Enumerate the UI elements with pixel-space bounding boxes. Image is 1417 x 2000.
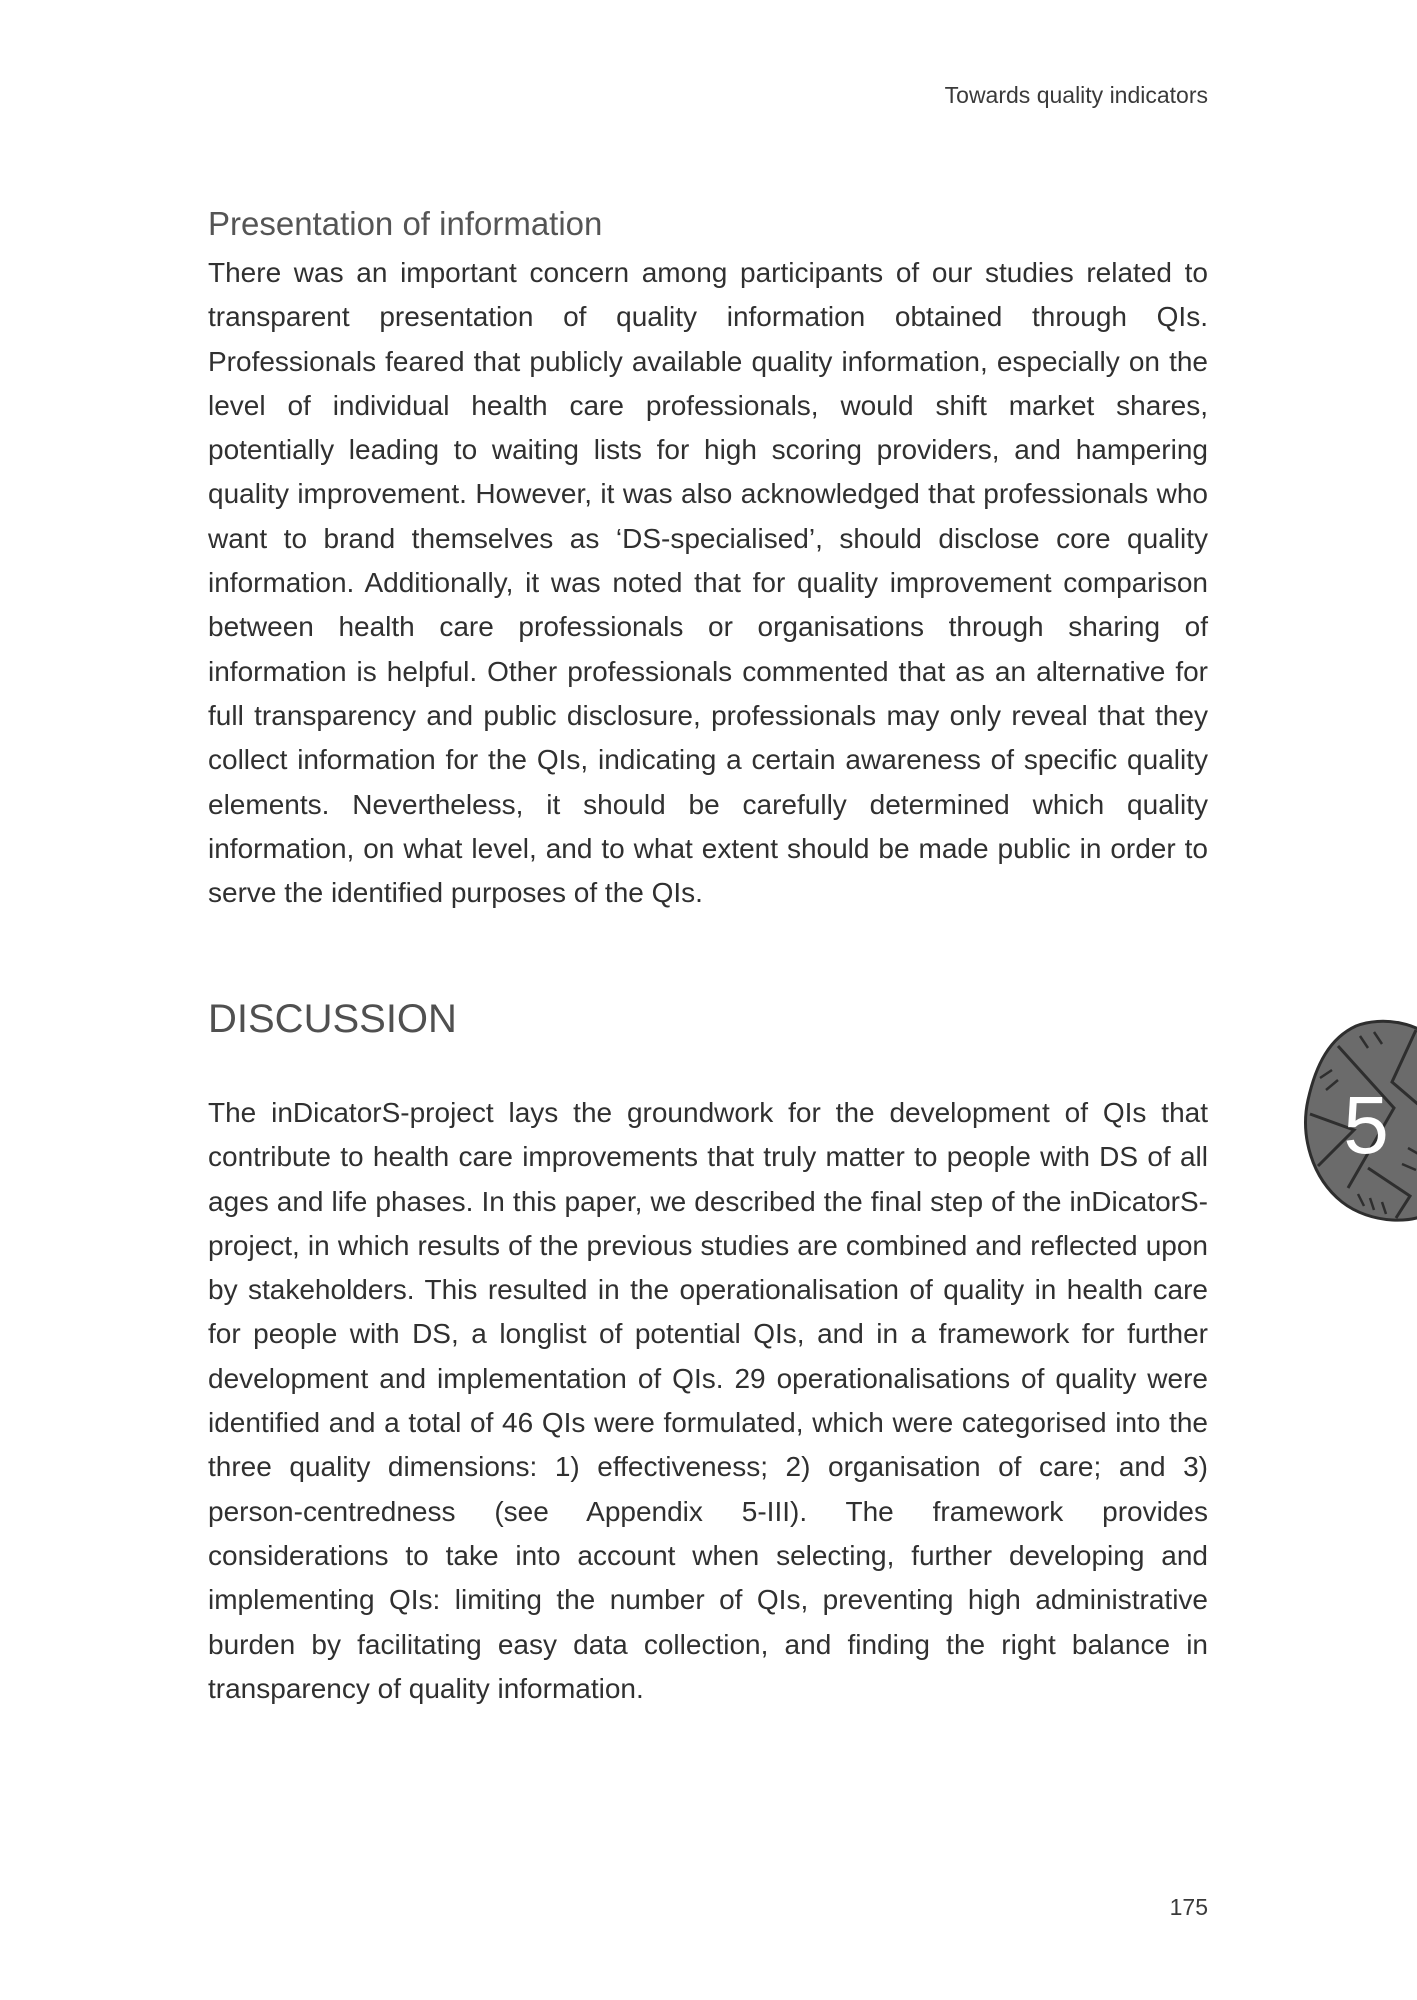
section-discussion <box>208 993 1208 1711</box>
heading-discussion: DISCUSSION <box>208 997 457 1041</box>
chapter-tab <box>1298 1018 1417 1223</box>
subheading-presentation: Presentation of information <box>208 205 603 242</box>
paragraph-discussion: The inDicatorS-project lays the groundwork for the development of QIs that contribute to health care improvements that truly matter to people with DS of all ages and life phases. In this paper, we described the final step of the inDicatorS-project, in which results of the previous studies are combined and reflected upon by stakeholders. This resulted in the operationalisation of quality in health care for people with DS, a longlist of potential QIs, and in a framework for further development and implementation of QIs. 29 operationalisations of quality were identified and a total of 46 QIs were formulated, which were categorised into the three quality dimensions: 1) effectiveness; 2) organisation of care; and 3) person-centredness (see Appendix 5-III). The framework provides considerations to take into account when selecting, further developing and implementing QIs: limiting the number of QIs, preventing high administrative burden by facilitating easy data collection, and finding the right balance in transparency of quality information. <box>208 1097 1208 1704</box>
chapter-number: 5 <box>1343 1080 1389 1171</box>
running-header: Towards quality indicators <box>944 82 1208 108</box>
paragraph-presentation: There was an important concern among participants of our studies related to transparent presentation of quality information obtained through QIs. Professionals feared that publicly available quality information, especially on the level of individual health care professionals, would shift market shares, potentially leading to waiting lists for high scoring providers, and hampering quality improvement. However, it was also acknowledged that professionals who want to brand themselves as ‘DS-specialised’, should disclose core quality information. Additionally, it was noted that for quality improvement comparison between health care professionals or organisations through sharing of information is helpful. Other professionals commented that as an alternative for full transparency and public disclosure, professionals may only reveal that they collect information for the QIs, indicating a certain awareness of specific quality elements. Nevertheless, it should be carefully determined which quality information, on what level, and to what extent should be made public in order to serve the identified purposes of the QIs. <box>208 257 1208 909</box>
chapter-badge-icon <box>1298 1018 1417 1223</box>
section-presentation-of-information <box>208 203 1208 915</box>
page-number: 175 <box>1169 1894 1208 1920</box>
